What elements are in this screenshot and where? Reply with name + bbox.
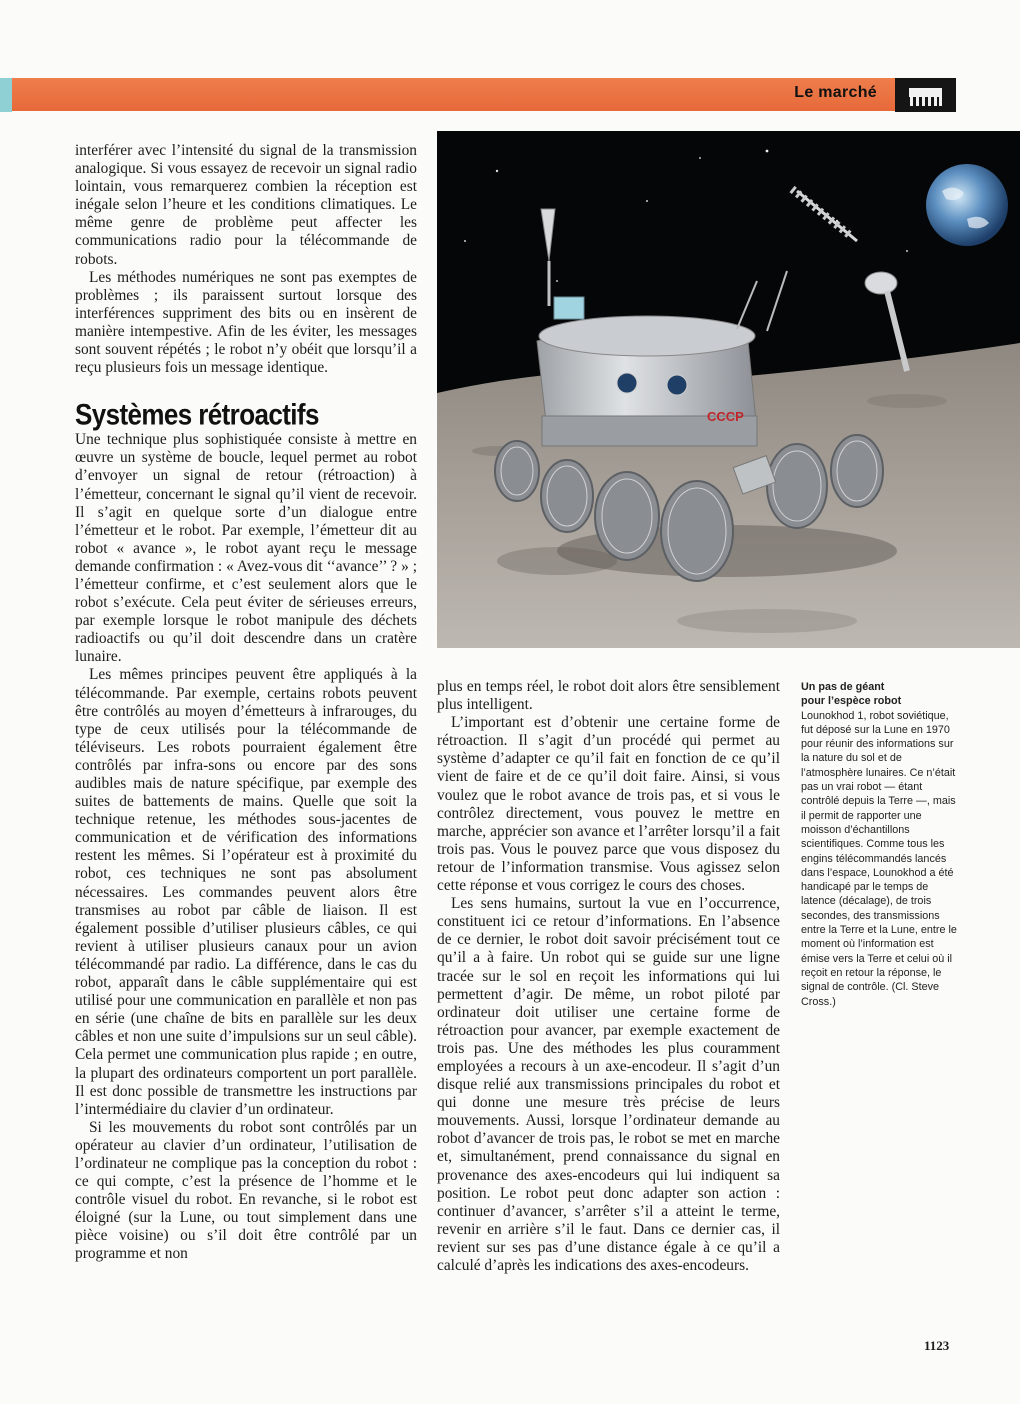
caption-title-line-2: pour l’espèce robot [801, 695, 902, 708]
page-number: 1123 [924, 1338, 950, 1353]
paragraph: Les méthodes numériques ne sont pas exemptes de problèmes ; ils paraissent surtout lorsque des interférences suppriment des bits ou en insèrent de manière intempestive. Afin de les éviter, les messages sont souvent répétés ; le robot n’y obéit que lorsqu’il a reçu plusieurs fois un message identique. [75, 268, 417, 377]
section-label: Le marché [794, 84, 877, 101]
article-column-left [75, 142, 417, 1264]
paragraph: Les mêmes principes peuvent être appliqués à la télécommande. Par exemple, certains robots peuvent être contrôlés au moyen d’émetteurs à infrarouges, du type de ceux utilisés pour la télécommande de téléviseurs. Les robots pourraient également être contrôlés par infra-sons ou encore par des sons audibles mais de nature spécifique, par exemple des suites de battements de mains. Quelle que soit la technique retenue, les méthodes sous-jacentes de communication et de vérification des informations restent les mêmes. Si l’opérateur est à proximité du robot, ces techniques ne sont pas absolument nécessaires. Les commandes peuvent alors être transmises au robot par câble de liaison. Il est également possible d’utiliser plusieurs câbles, ce qui revient à utiliser plusieurs canaux pour un avion télécommandé par radio. La différence, dans le cas du robot, apparaît dans le câble supplémentaire qui est utilisé pour une communication en parallèle et non pas en série (une chaîne de bits en parallèle sur les deux câbles et non une suite d’impulsions sur un seul câble). Cela permet une communication plus rapide ; en outre, la plupart des ordinateurs comportent un port parallèle. Il est donc possible de transmettre les instructions par l’intermédiaire du clavier d’un ordinateur. [75, 666, 417, 1118]
page-edge-strip [0, 78, 12, 112]
rover-label: CCCP [707, 409, 744, 424]
paragraph: Une technique plus sophistiquée consiste à mettre en œuvre un système de boucle, lequel permet au robot d’envoyer un signal de retour (rétroaction) à l’émetteur, concernant le signal qu’il vient de recevoir. Il s’agit en quelque sorte d’un dialogue entre l’émetteur et le robot. Par exemple, l’émetteur dit au robot « avance », le robot ayant reçu le message demande confirmation : « Avez-vous dit ‘‘avance’’ ? » ; l’émetteur confirme, et c’est seulement alors que le robot s’exécute. Cela peut éviter de sérieuses erreurs, par exemple lorsque le robot manipule des déchets radioactifs ou qu’il doit descendre dans un cratère lunaire. [75, 431, 417, 666]
paragraph: Si les mouvements du robot sont contrôlés par un opérateur au clavier d’un ordinateur, l’utilisation de l’ordinateur ne complique pas la conception du robot : ce qui compte, c’est la présence de l’homme et le contrôle visuel du robot. En revanche, si le robot est éloigné (sur la Lune, ou tout simplement dans une pièce voisine) ou s’il doit être contrôlé par un programme et non [75, 1118, 417, 1263]
article-column-middle [437, 678, 780, 1275]
paragraph: Les sens humains, surtout la vue en l’occurrence, constituent ici ce retour d’informations. En l’absence de ce dernier, le robot doit savoir précisément tout ce qu’il a à faire. Un robot qui se guide sur une ligne tracée sur le sol en reçoit les informations qui lui permettent d’agir. De même, un robot piloté par ordinateur doit utiliser une certaine forme de rétroaction pour avancer, par exemple exactement de trois pas. Une des méthodes les plus couramment employées a recours à un axe-encodeur. Il s’agit d’un disque relié aux transmissions principales du robot et qui donne une mesure très précise de leurs mouvements. Aussi, lorsque l’ordinateur demande au robot d’avancer de trois pas, le robot se met en marche et, simultanément, prend connaissance du signal en provenance des axes-encodeurs qui lui indiquent sa position. Le robot peut donc adapter son action : continuer d’avancer, s’arrêter s’il a atteint le terme, revenir en arrière s’il le faut. Dans ce dernier cas, il revient sur ses pas d’une distance égale à ce qu’il a calculé d’après les indications des axes-encodeurs. [437, 895, 780, 1274]
paragraph: plus en temps réel, le robot doit alors être sensiblement plus intelligent. [437, 678, 780, 714]
paragraph: L’important est d’obtenir une certaine forme de rétroaction. Il s’agit d’un procédé qui permet au système d’adapter ce qu’il fait en fonction de ce qu’il vient de faire et de ce qu’il doit faire. Ainsi, si vous voulez que le robot avance de trois pas, et si vous le contrôlez directement, vous pouvez le mettre en marche, apprécier son avance et l’arrêter lorsqu’il a fait trois pas. Vous le pouvez parce que vous disposez du retour de l’information transmise. Vous agissez selon cette réponse et vous corrigez le cours des choses. [437, 714, 780, 895]
section-heading: Systèmes rétroactifs [75, 397, 319, 432]
caption-body: Lounokhod 1, robot soviétique, fut déposé sur la Lune en 1970 pour réunir des informations sur la nature du sol et de l’atmosphère lunaires. Ce n’était pas un vrai robot — étant contrôlé depuis la Terre —, mais il permit de rapporter une moisson d’échantillons scientifiques. Comme tous les engins télécommandés lancés dans l’espace, Lounokhod a été handicapé par le temps de latence (décalage), de trois secondes, des transmissions entre la Terre et la Lune, entre le moment où l’information est émise vers la Terre et celui où il reçoit en retour la réponse, le signal de contrôle. (Cl. Steve Cross.) [801, 709, 957, 1008]
figure-caption [801, 680, 957, 1009]
section-header-band [12, 78, 895, 111]
lunokhod-illustration [437, 131, 1020, 648]
microchip-icon [895, 78, 956, 112]
caption-title-line-1: Un pas de géant [801, 681, 885, 693]
paragraph: interférer avec l’intensité du signal de la transmission analogique. Si vous essayez de recevoir un signal radio lointain, vous remarquerez combien la réception est inégale selon l’heure et les conditions climatiques. Le même genre de problème peut affecter les communications radio pour la télécommande de robots. [75, 142, 417, 268]
